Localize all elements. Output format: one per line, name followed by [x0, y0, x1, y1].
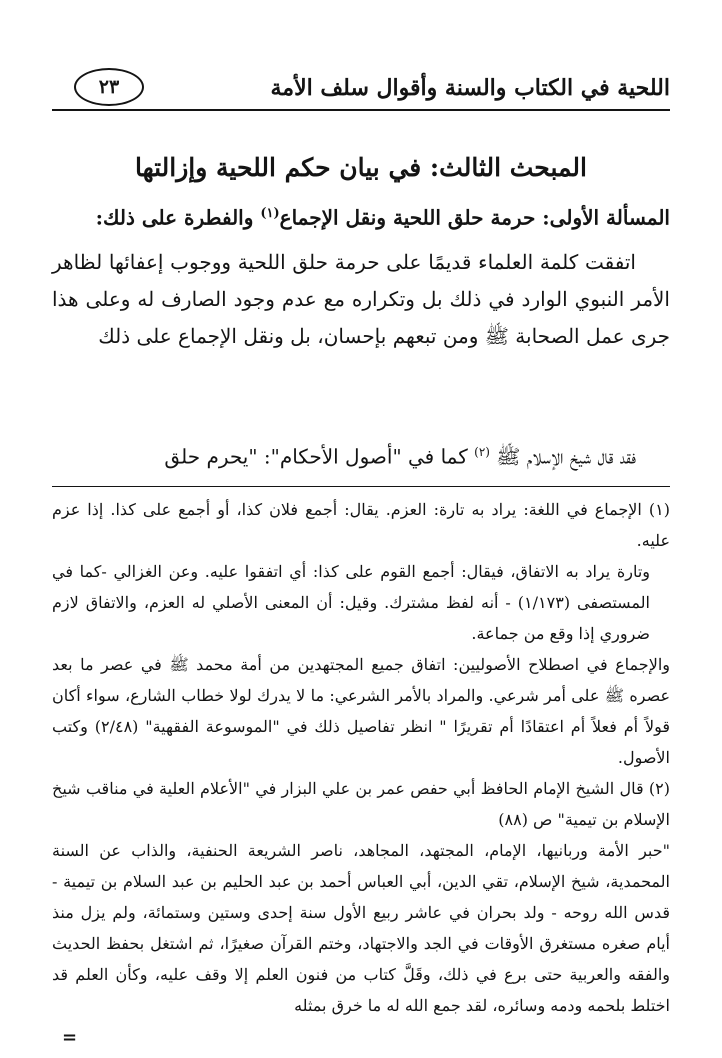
issue-heading-text: المسألة الأولى: حرمة حلق اللحية ونقل الإجماع [279, 205, 670, 230]
body-text [52, 244, 670, 355]
header-rule [52, 109, 670, 111]
running-title: اللحية في الكتاب والسنة وأقوال سلف الأمة [270, 75, 670, 101]
page-number: ٢٣ [98, 76, 120, 98]
footnote-1-line: (١) الإجماع في اللغة: يراد به تارة: العزم. يقال: أجمع فلان كذا، أو أجمع على كذا. إذا عزم عليه. [52, 500, 670, 550]
footnote-ref-2: (٢) [474, 445, 490, 459]
issue-heading-tail: والفطرة على ذلك: [95, 205, 261, 230]
footnote-1-continuation: وتارة يراد به الاتفاق، فيقال: أجمع القوم على كذا: أي اتفقوا عليه. وعن الغزالي -كما في المستصفى (١/١٧٣) - أنه لفظ مشترك. وقيل: أن المعنى الأصلي له العزم، والاتفاق لازم ضروري إذا وقع من جماعة. [52, 562, 650, 643]
footnote-2-quote: "حبر الأمة وربانيها، الإمام، المجتهد، المجاهد، ناصر الشريعة الحنفية، والذاب عن السنة المحمدية، شيخ الإسلام، تقي الدين، أبي العباس أحمد بن عبد الحليم بن عبد السلام بن تيمية - قدس الله روحه - ولد بحران في عاشر ربيع الأول سنة إحدى وستين وستمائة، ولم يزل منذ أيام صغره مستغرق الأوقات في الجد والاجتهاد، وختم القرآن صغيرًا، ثم اشتغل بحفظ الحديث والفقه والعربية حتى برع في ذلك، وقَلَّ كتاب من فنون العلم إلا وقف عليه، وكأن العلم قد اختلط بلحمه ودمه وسائره، لقد جمع الله له ما خرق بمثله [52, 841, 670, 1015]
quote-line [52, 434, 670, 476]
footnote-1-definition: والإجماع في اصطلاح الأصوليين: اتفاق جميع المجتهدين من أمة محمد ﷺ في عصر ما بعد عصره ﷺ على أمر شرعي. والمراد بالأمر الشرعي: ما لا يدرك لولا خطاب الشارع، سواء أكان قولاً أم فعلاً أم اعتقادًا أم تقريرًا " انظر تفاصيل ذلك في "الموسوعة الفقهية" (٢/٤٨) وكتب الأصول. [52, 655, 671, 767]
footnote-ref-1: (١) [260, 206, 280, 221]
footnote-2-line: (٢) قال الشيخ الإمام الحافظ أبي حفص عمر بن علي البزار في "الأعلام العلية في مناقب شيخ الإسلام بن تيمية" ص (٨٨) [52, 779, 670, 829]
footnote-rule [52, 486, 670, 487]
issue-heading [52, 196, 670, 232]
body-paragraph: اتفقت كلمة العلماء قديمًا على حرمة حلق اللحية ووجوب إعفائها لظاهر الأمر النبوي الوارد في ذلك بل وتكراره مع عدم وجود الصارف له وعلى هذا جرى عمل الصحابة ﷺ ومن تبعهم بإحسان، بل ونقل الإجماع على ذلك [52, 250, 670, 348]
footnotes [52, 494, 670, 1021]
continuation-mark: = [62, 1027, 78, 1048]
section-heading: المبحث الثالث: في بيان حكم اللحية وإزالتها [134, 153, 587, 182]
quote-text-end: كما في "أصول الأحكام": "يحرم حلق [164, 444, 475, 469]
quote-text-start: فقد قال شيخ الإسلام ﷺ [489, 444, 636, 469]
